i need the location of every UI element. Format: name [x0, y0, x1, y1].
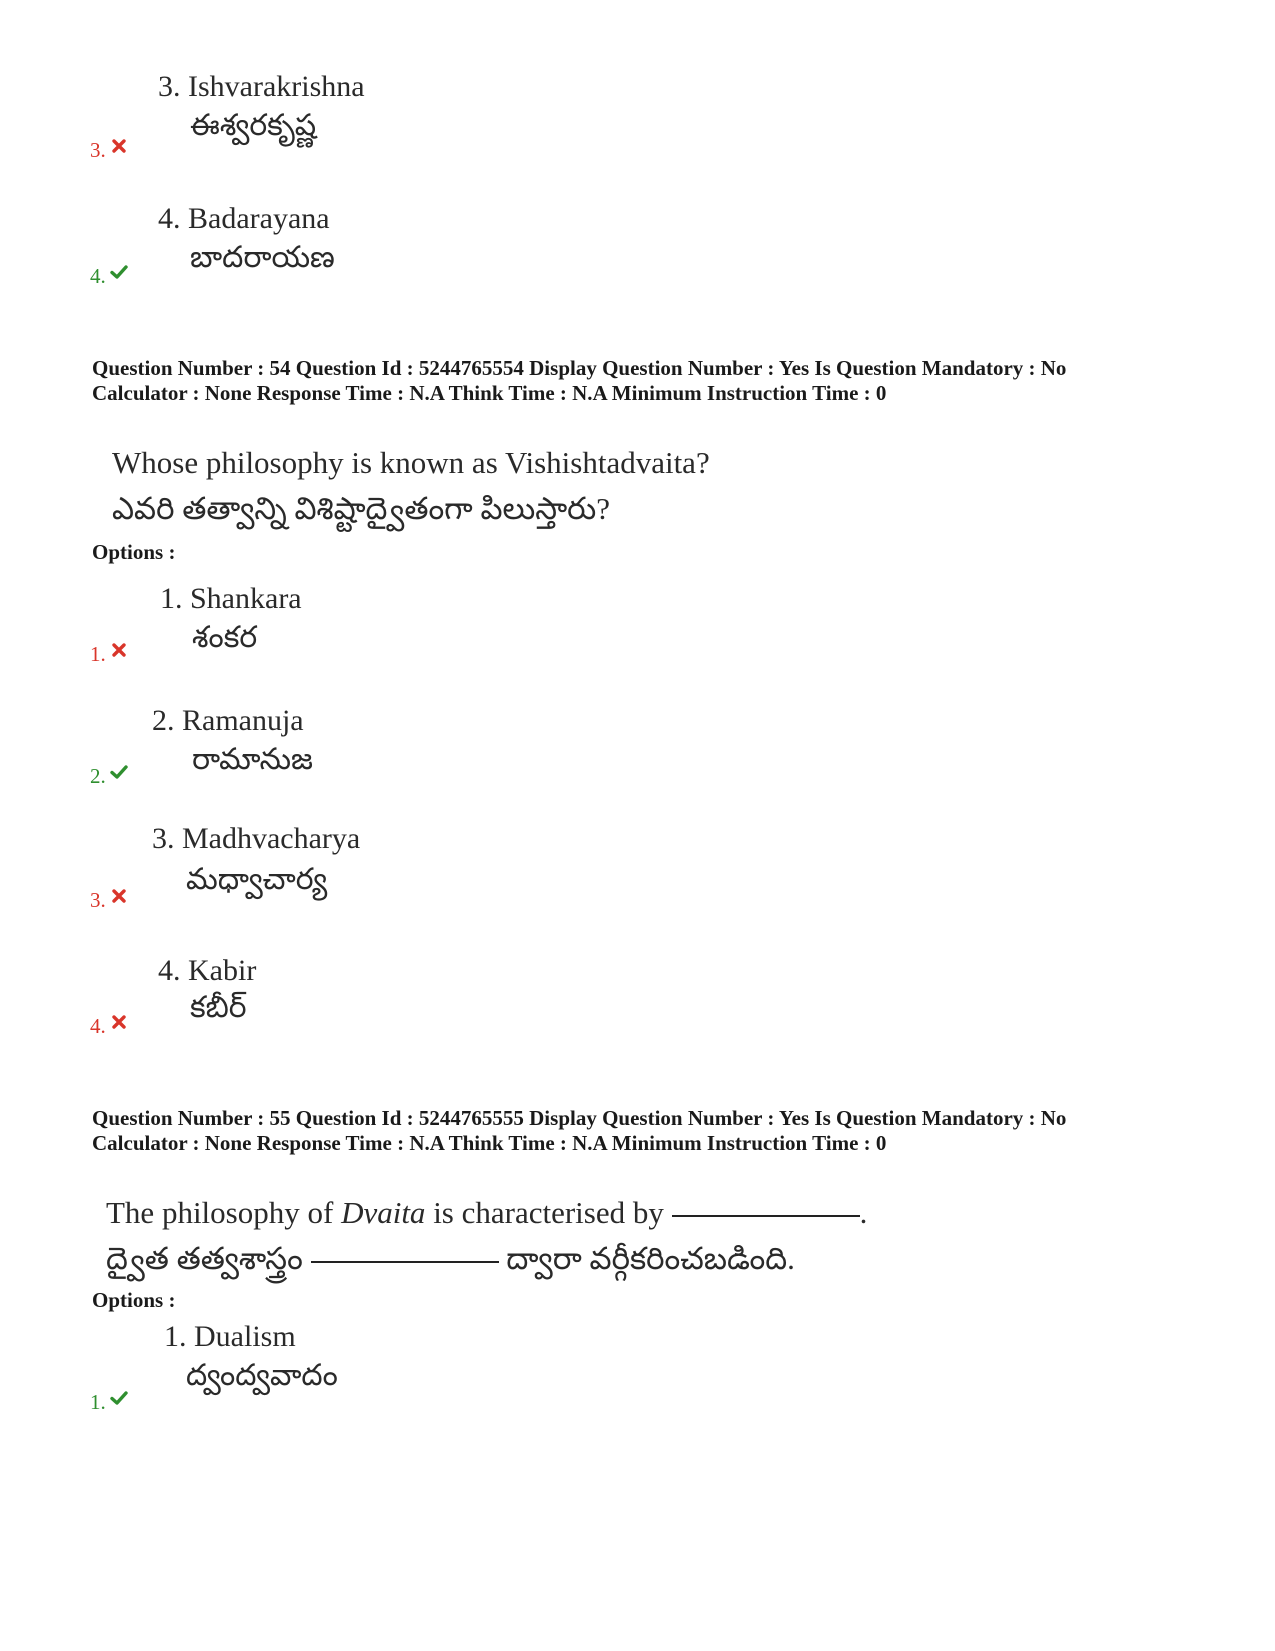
- question-55-meta: [92, 1106, 1252, 1156]
- q54-option-3-english: 3. Madhvacharya: [152, 822, 361, 855]
- answer-blank: [672, 1215, 860, 1217]
- q54-option-3-marker: 3.: [90, 888, 128, 912]
- question-54-text-english: Whose philosophy is known as Vishishtadvaita?: [112, 445, 710, 480]
- question-55-meta-line1: Question Number : 55 Question Id : 5244765555 Display Question Number : Yes Is Question Mandatory : No: [92, 1106, 1067, 1130]
- cross-icon: [110, 642, 128, 658]
- cross-icon: [110, 1014, 128, 1030]
- q54-option-4-marker: 4.: [90, 1014, 128, 1038]
- q55-option-1-telugu: ద్వంద్వవాదం: [186, 1359, 338, 1392]
- question-54-meta-line2: Calculator : None Response Time : N.A Think Time : N.A Minimum Instruction Time : 0: [92, 381, 887, 405]
- cross-icon: [110, 888, 128, 904]
- option-4-english: 4. Badarayana: [158, 202, 330, 235]
- option-4-telugu: బాదరాయణ: [190, 241, 335, 274]
- check-icon: [110, 264, 128, 280]
- cross-icon: [110, 138, 128, 154]
- question-54-options-label: Options :: [92, 540, 176, 564]
- q55-option-1-marker: 1.: [90, 1390, 128, 1414]
- question-55-options-label: Options :: [92, 1288, 176, 1312]
- option-3-english: 3. Ishvarakrishna: [158, 70, 365, 103]
- check-icon: [110, 764, 128, 780]
- option-3-telugu: ఈశ్వరకృష్ణ: [190, 109, 317, 142]
- q54-option-2-english: 2. Ramanuja: [152, 704, 304, 737]
- answer-blank-telugu: [311, 1261, 499, 1263]
- q54-option-3-telugu: మధ్వాచార్య: [186, 863, 328, 896]
- q54-option-4-telugu: కబీర్: [190, 991, 247, 1024]
- check-icon: [110, 1390, 128, 1406]
- question-55-text-telugu: ద్వైత తత్వశాస్త్రం ద్వారా వర్గీకరించబడింది.: [106, 1241, 795, 1276]
- q54-option-1-marker: 1.: [90, 642, 128, 666]
- q54-option-1-english: 1. Shankara: [160, 582, 302, 615]
- question-55-text-english: The philosophy of Dvaita is characterised by .: [106, 1195, 868, 1230]
- question-54-meta-line1: Question Number : 54 Question Id : 5244765554 Display Question Number : Yes Is Question Mandatory : No: [92, 356, 1067, 380]
- q54-option-2-marker: 2.: [90, 764, 128, 788]
- q54-option-2-telugu: రామానుజ: [192, 743, 313, 776]
- option-3-marker: 3.: [90, 138, 128, 162]
- q55-option-1-english: 1. Dualism: [164, 1320, 296, 1353]
- q54-option-4-english: 4. Kabir: [158, 954, 257, 987]
- option-4-marker: 4.: [90, 264, 128, 288]
- question-55-meta-line2: Calculator : None Response Time : N.A Think Time : N.A Minimum Instruction Time : 0: [92, 1131, 887, 1155]
- question-54-text-telugu: ఎవరి తత్వాన్ని విశిష్టాద్వైతంగా పిలుస్తారు?: [112, 491, 611, 526]
- q54-option-1-telugu: శంకర: [192, 621, 258, 654]
- question-54-meta: [92, 356, 1252, 406]
